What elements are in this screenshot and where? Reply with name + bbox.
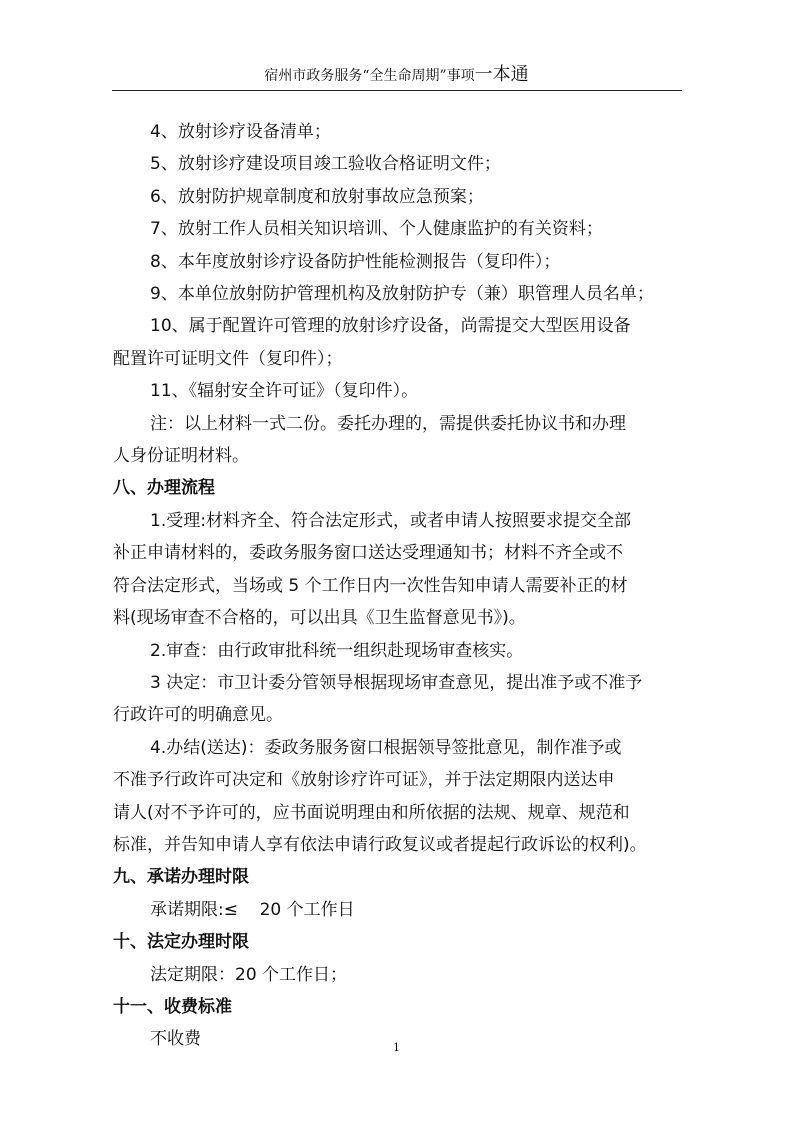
fee-text: 不收费 (150, 1029, 201, 1050)
material-item-7: 7、放射工作人员相关知识培训、个人健康监护的有关资料； (150, 219, 603, 240)
material-item-11: 11、《辐射安全许可证》（复印件）。 (150, 381, 419, 402)
header-title-tail: 一本通 (474, 64, 529, 85)
process-step4-line1: 4.办结(送达)：委政务服务窗口根据领导签批意见，制作准予或 (150, 737, 622, 758)
document-body (113, 116, 688, 1056)
process-step1-line4: 料(现场审查不合格的，可以出具《卫生监督意见书》)。 (113, 608, 526, 629)
process-step1-line1: 1.受理:材料齐全、符合法定形式，或者申请人按照要求提交全部 (150, 510, 631, 531)
process-step2: 2.审查：由行政审批科统一组织赴现场审查核实。 (150, 640, 524, 661)
material-item-5: 5、放射诊疗建设项目竣工验收合格证明文件； (150, 154, 501, 175)
material-item-4: 4、放射诊疗设备清单； (150, 122, 331, 142)
page-number: 1 (393, 1041, 400, 1054)
section-heading-legal-time: 十、法定办理时限 (113, 932, 249, 953)
process-step1-line2: 补正申请材料的，委政务服务窗口送达受理通知书；材料不齐全或不 (113, 543, 623, 564)
header-title: 宿州市政务服务“全生命周期”事项 (264, 68, 475, 84)
legal-time-text: 法定期限：20 个工作日； (150, 964, 348, 985)
note-line1: 注：以上材料一式二份。委托办理的，需提供委托协议书和办理 (150, 413, 626, 434)
header-rule (112, 90, 682, 91)
material-item-6: 6、放射防护规章制度和放射事故应急预案； (150, 186, 484, 207)
process-step4-line4: 标准，并告知申请人享有依法申请行政复议或者提起行政诉讼的权利)。 (113, 834, 647, 855)
material-item-10-line1: 10、属于配置许可管理的放射诊疗设备，尚需提交大型医用设备 (150, 316, 631, 337)
process-step4-line3: 请人(对不予许可的，应书面说明理由和所依据的法规、规章、规范和 (113, 802, 630, 823)
section-heading-promised-time: 九、承诺办理时限 (113, 867, 249, 888)
material-item-10-line2: 配置许可证明文件（复印件）； (113, 348, 343, 369)
process-step3-line2: 行政许可的明确意见。 (113, 705, 283, 726)
section-heading-process: 八、办理流程 (113, 478, 215, 499)
material-item-9: 9、本单位放射防护管理机构及放射防护专（兼）职管理人员名单； (150, 284, 654, 305)
process-step4-line2: 不准予行政许可决定和《放射诊疗许可证》，并于法定期限内送达申 (113, 770, 615, 791)
process-step3-line1: 3 决定：市卫计委分管领导根据现场审查意见，提出准予或不准予 (150, 672, 643, 693)
page-header (0, 66, 793, 85)
note-line2: 人身份证明材料。 (113, 446, 249, 467)
process-step1-line3: 符合法定形式，当场或 5 个工作日内一次性告知申请人需要补正的材 (113, 575, 628, 596)
promised-time-text: 承诺期限:≤ 20 个工作日 (150, 899, 355, 920)
material-item-8: 8、本年度放射诊疗设备防护性能检测报告（复印件）； (150, 251, 561, 272)
section-heading-fee: 十一、收费标准 (113, 996, 232, 1017)
